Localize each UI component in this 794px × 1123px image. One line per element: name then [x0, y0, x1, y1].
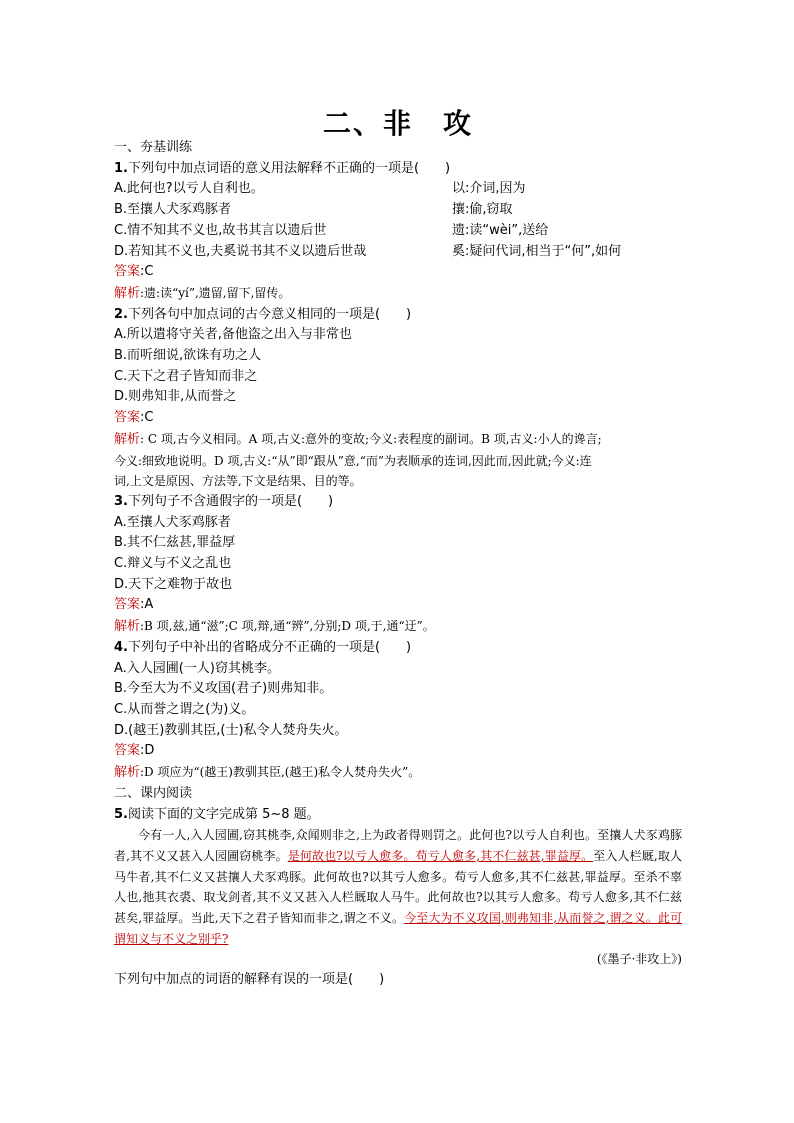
question-number: 4. — [114, 639, 128, 655]
q4-option-d: D.(越王)教驯其臣,(士)私令人焚舟失火。 — [114, 722, 348, 738]
option-explanation: 攘:偷,窃取 — [452, 202, 513, 218]
answer-value: :D — [140, 743, 155, 759]
question-stem: 下列句子不含通假字的一项是( ) — [127, 493, 334, 509]
option-explanation: 奚:疑问代词,相当于“何”,如何 — [452, 243, 622, 259]
q2-option-d: D.则弗知非,从而誉之 — [114, 389, 237, 405]
analysis-label: 解析 — [114, 285, 141, 301]
section-heading-2: 二、课内阅读 — [114, 785, 193, 801]
analysis-text: 今义:细致地说明。D 项,古义:“从”即“跟从”意,“而”为表顺承的连词,因此而,因此就;今义:连 — [114, 453, 592, 468]
analysis-text: : C 项,古今义相同。A 项,古义:意外的变故;今义:表程度的副词。B 项,古义:小人的谗言; — [140, 431, 602, 446]
q1-option-d — [114, 242, 682, 263]
analysis-label: 解析 — [114, 431, 141, 447]
q3-option-c: C.辩义与不义之乱也 — [114, 556, 232, 572]
page-title: 二、非 攻 — [322, 107, 473, 140]
q2-option-b: B.而听细说,欲诛有功之人 — [114, 348, 262, 364]
option-text: D.若知其不义也,夫奚说书其不义以遗后世哉 — [114, 243, 367, 259]
passage-highlight: 今至大为不义攻国,则弗知非,从而誉之,谓之义。此可谓知义与不义之别乎? — [114, 911, 682, 946]
q1-analysis — [114, 283, 682, 305]
passage-text: 今有一人,入人园圃,窃其桃李,众闻则非之,上为政者得则罚之。此何也?以亏人自利也。至攘人犬豕鸡豚者,其不义又甚入人园圃窃桃李。 — [114, 828, 682, 863]
question-number: 5. — [114, 806, 128, 822]
option-explanation: 遗:读“wèi”,送给 — [452, 222, 549, 238]
question-5 — [114, 805, 682, 826]
passage-highlight: 是何故也?以亏人愈多。苟亏人愈多,其不仁兹甚,罪益厚。 — [287, 848, 594, 863]
q2-option-a: A.所以遣将守关者,备他盗之出入与非常也 — [114, 327, 352, 343]
q1-option-b — [114, 200, 682, 221]
option-text: B.至攘人犬豕鸡豚者 — [114, 202, 232, 218]
q3-answer — [114, 595, 682, 616]
option-text: C.情不知其不义也,故书其言以遗后世 — [114, 222, 327, 238]
q2-option-c: C.天下之君子皆知而非之 — [114, 368, 258, 384]
answer-label: 答案 — [114, 264, 141, 280]
q3-option-d: D.天下之难物于故也 — [114, 576, 233, 592]
analysis-text: 词,上文是原因、方法等,下文是结果、目的等。 — [114, 474, 362, 489]
question-3 — [114, 492, 682, 513]
answer-value: :A — [140, 597, 154, 613]
q4-option-c: C.从而誉之谓之(为)义。 — [114, 701, 255, 717]
q5-sub-question: 下列句中加点的词语的解释有误的一项是( ) — [114, 972, 385, 988]
q4-answer — [114, 741, 682, 762]
option-text: A.此何也?以亏人自利也。 — [114, 181, 264, 197]
q2-analysis — [114, 429, 682, 492]
q4-analysis — [114, 762, 682, 784]
passage-text: 至入人栏厩,取人马牛者,其不仁义又甚攘人犬豕鸡豚。此何故也?以其亏人愈多。苟亏人愈多,其不仁兹甚,罪益厚。至杀不辜人也,扡其衣裘、取戈剑者,其不义又甚入人栏厩取人马牛。此何故也?以其亏人愈多。苟亏人愈多,其不仁兹甚矣,罪益厚。当此,天下之君子皆知而非之,谓之不义。 — [114, 848, 682, 926]
question-stem: 下列各句中加点词的古今意义相同的一项是( ) — [127, 306, 412, 322]
content — [114, 138, 682, 991]
q3-analysis — [114, 616, 682, 638]
question-2 — [114, 305, 682, 326]
analysis-label: 解析 — [114, 619, 141, 635]
analysis-text: :B 项,兹,通“滋”;C 项,辩,通“辨”,分别;D 项,于,通“迂”。 — [140, 619, 435, 634]
answer-label: 答案 — [114, 597, 141, 613]
q1-answer — [114, 262, 682, 283]
question-stem: 下列句中加点词语的意义用法解释不正确的一项是( ) — [127, 160, 451, 176]
section-heading-1: 一、夯基训练 — [114, 140, 193, 155]
question-4 — [114, 638, 682, 659]
q4-option-b: B.今至大为不义攻国(君子)则弗知非。 — [114, 681, 333, 697]
answer-label: 答案 — [114, 743, 141, 759]
q1-option-c — [114, 221, 682, 242]
question-1 — [114, 159, 682, 180]
reading-passage — [114, 825, 682, 949]
analysis-text: :遗:读“yí”,遗留,留下,留传。 — [140, 285, 291, 300]
passage-source: (《墨子·非攻上》) — [596, 952, 682, 967]
question-stem: 阅读下面的文字完成第 5~8 题。 — [127, 806, 320, 822]
question-stem: 下列句子中补出的省略成分不正确的一项是( ) — [127, 639, 412, 655]
answer-value: :C — [140, 264, 154, 280]
question-number: 2. — [114, 306, 128, 322]
q3-option-b: B.其不仁兹甚,罪益厚 — [114, 535, 236, 551]
question-number: 1. — [114, 160, 128, 176]
analysis-label: 解析 — [114, 765, 141, 781]
analysis-text: :D 项应为“(越王)教驯其臣,(越王)私令人焚舟失火”。 — [140, 765, 421, 780]
q2-answer — [114, 408, 682, 429]
q4-option-a: A.入人园圃(一人)窃其桃李。 — [114, 660, 280, 676]
question-number: 3. — [114, 493, 128, 509]
q1-option-a — [114, 179, 682, 200]
option-explanation: 以:介词,因为 — [452, 181, 526, 197]
answer-label: 答案 — [114, 410, 141, 426]
answer-value: :C — [140, 410, 154, 426]
q3-option-a: A.至攘人犬豕鸡豚者 — [114, 514, 231, 530]
